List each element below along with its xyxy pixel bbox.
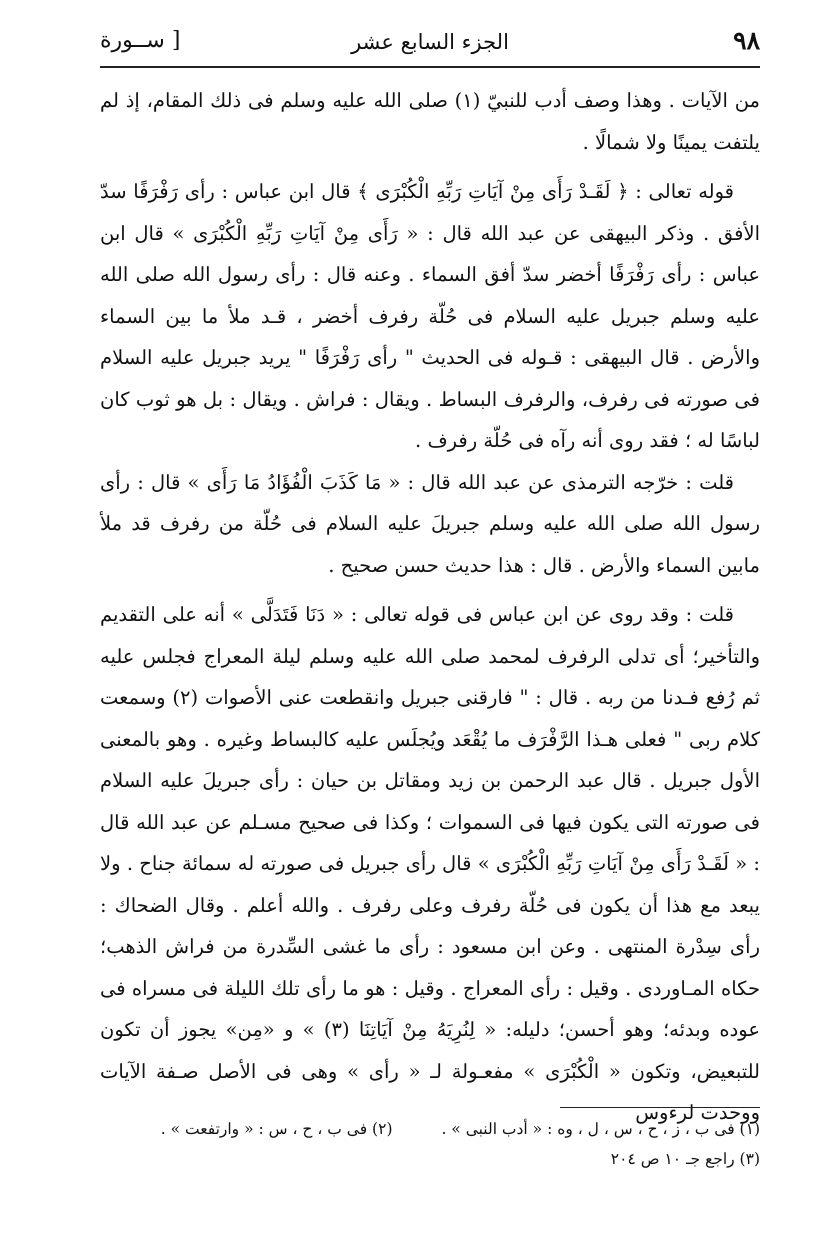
paragraph: من الآيات . وهذا وصف أدب للنبيّ (١) صلى الله عليه وسلم فى ذلك المقام، إذ لم يلتفت يمينًا ولا شمالًا .: [100, 89, 761, 154]
running-title: الجزء السابع عشر: [351, 30, 509, 54]
paragraph: قلت : خرّجه الترمذى عن عبد الله قال : « مَا كَذَبَ الْفُؤَادُ مَا رَأَى » قال : رأى رسول الله صلى الله عليه وسلم جبريلَ عليه السلام فى حُلّة من رفرف قد ملأ مابين السماء والأرض . قال : هذا حديث حسن صحيح .: [100, 470, 760, 577]
footnotes: [100, 1114, 760, 1174]
header-rule: [100, 66, 760, 68]
footnote: (٣) راجع جـ ١٠ ص ٢٠٤: [610, 1150, 760, 1168]
surah-label: [ ســورة: [100, 28, 181, 53]
footnote-separator: [560, 1107, 760, 1108]
paragraph: قوله تعالى : ﴿ لَقَـدْ رَأَى مِنْ آيَاتِ رَبِّهِ الْكُبْرَى ﴾ قال ابن عباس : رأى رَفْرَفًا سدّ الأفق . وذكر البيهقى عن عبد الله قال : « رَأَى مِنْ آيَاتِ رَبِّهِ الْكُبْرَى » قال ابن عباس : رأى رَفْرَفًا أخضر سدّ أفق السماء . وعنه قال : رأى رسول الله صلى الله عليه وسلم جبريل عليه السلام فى حُلّة رفرف أخضر ، قـد ملأ ما بين السماء والأرض . قال البيهقى : قـوله فى الحديث " رأى رَفْرَفًا " يريد جبريل عليه السلام فى صورته فى رفرف، والرفرف البساط . ويقال : فراش . ويقال : بل هو ثوب كان لباسًا له ؛ فقد روى أنه رآه فى حُلّة رفرف .: [100, 180, 760, 452]
page-header: [100, 22, 760, 62]
main-text: [100, 80, 760, 1134]
paragraph: قلت : وقد روى عن ابن عباس فى قوله تعالى : « دَنَا فَتَدَلَّى » أنه على التقديم والتأخير؛ أى تدلى الرفرف لمحمد صلى الله عليه وسلم ليلة المعراج فجلس عليه ثم رُفع فـدنا من ربه . قال : " فارقنى جبريل وانقطعت عنى الأصوات (٢) وسمعت كلام ربى " فعلى هـذا الرَّفْرَف ما يُقْعَد ويُجلَس عليه كالبساط وغيره . وهو بالمعنى الأول جبريل . قال عبد الرحمن بن زيد ومقاتل بن حيان : رأى جبريلَ عليه السلام فى صورته التى يكون فيها فى السموات ؛ وكذا فى صحيح مسـلم عن عبد الله قال : « لَقَـدْ رَأَى مِنْ آيَاتِ رَبِّهِ الْكُبْرَى » قال رأى جبريل فى صورته له سمائة جناح . ولا يبعد مع هذا أن يكون فى حُلّة رفرف وعلى رفرف . والله أعلم . وقال الضحاك : رأى سِدْرة المنتهى . وعن ابن مسعود : رأى ما غشى السِّدرة من فراش الذهب؛ حكاه المـاوردى . وقيل : رأى المعراج . وقيل : هو ما رأى تلك الليلة فى مسراه فى عوده وبدئه؛ وهو أحسن؛ دليله: « لِنُرِيَهُ مِنْ آيَاتِنَا (٣) » و «مِن» يجوز أن تكون للتبعيض، وتكون « الْكُبْرَى » مفعـولة لـ « رأى » وهى فى الأصل صـفة الآيات ووحدت لرءوس: [100, 603, 761, 1124]
page-number: ٩٨: [733, 26, 760, 55]
footnote: (١) فى ب ، ز ، ح ، س ، ل ، وه : « أدب النبى » .: [441, 1120, 760, 1138]
footnote: (٢) فى ب ، ح ، س : « وارتفعت » .: [160, 1120, 393, 1138]
